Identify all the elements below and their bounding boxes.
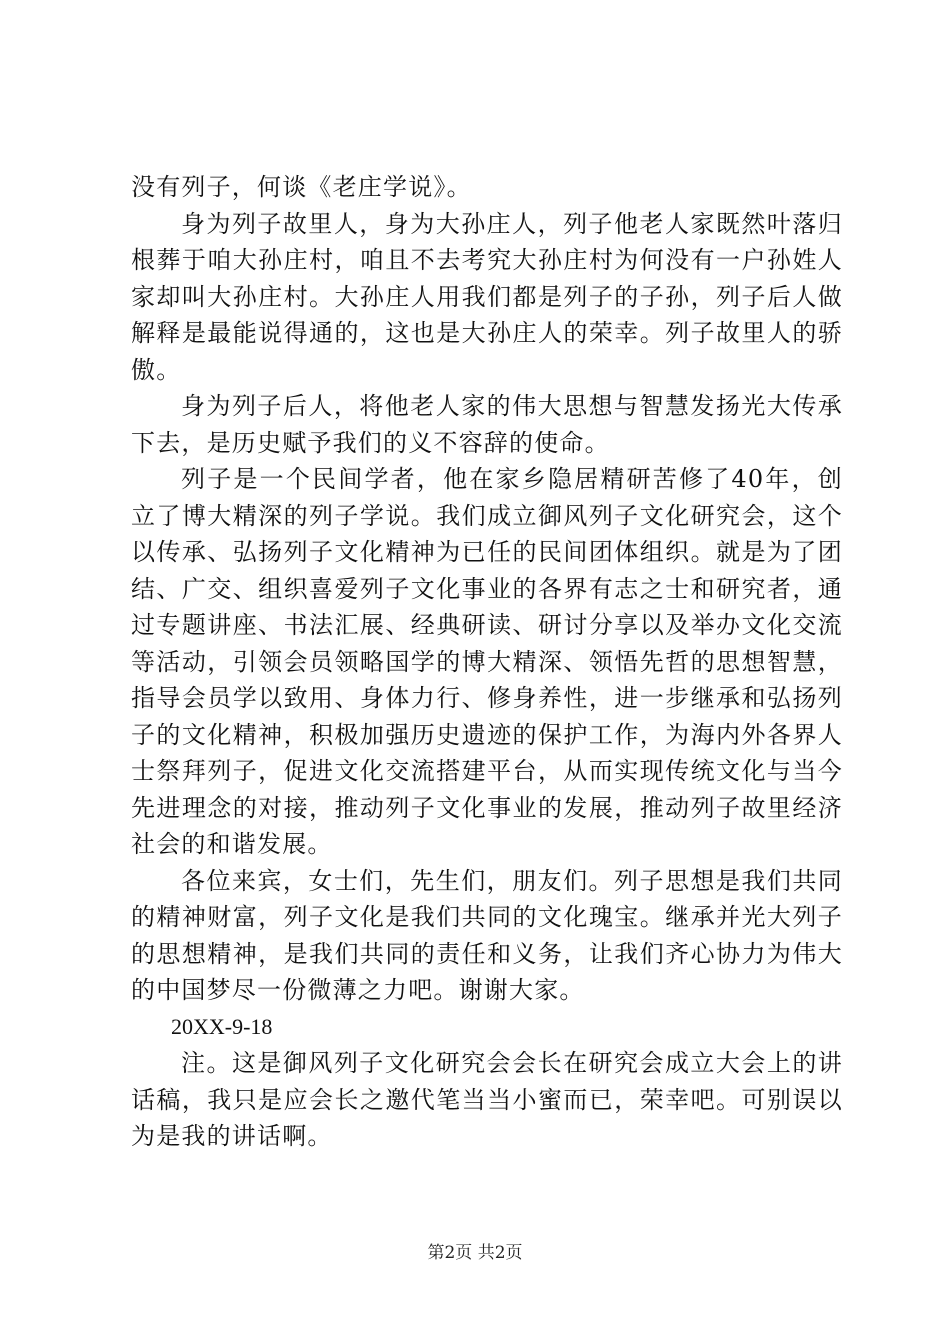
paragraph-4: 列子是一个民间学者，他在家乡隐居精研苦修了40年，创立了博大精深的列子学说。我们成立御风列子文化研究会，这个以传承、弘扬列子文化精神为已任的民间团体组织。就是为了团结、广交、组织喜爱列子文化事业的各界有志之士和研究者，通过专题讲座、书法汇展、经典研读、研讨分享以及举办文化交流等活动，引领会员领略国学的博大精深、领悟先哲的思想智慧，指导会员学以致用、身体力行、修身养性，进一步继承和弘扬列子的文化精神，积极加强历史遗迹的保护工作，为海内外各界人士祭拜列子，促进文化交流搭建平台，从而实现传统文化与当今先进理念的对接，推动列子文化事业的发展，推动列子故里经济社会的和谐发展。 xyxy=(131,465,843,858)
paragraph-2: 身为列子故里人，身为大孙庄人，列子他老人家既然叶落归根葬于咱大孙庄村，咱且不去考究大孙庄村为何没有一户孙姓人家却叫大孙庄村。大孙庄人用我们都是列子的子孙，列子后人做解释是最能说得通的，这也是大孙庄人的荣幸。列子故里人的骄傲。 xyxy=(131,209,843,384)
date-line: 20XX-9-18 xyxy=(171,1013,273,1039)
note-paragraph: 注。这是御风列子文化研究会会长在研究会成立大会上的讲话稿，我只是应会长之邀代笔当当小蜜而已，荣幸吧。可别误以为是我的讲话啊。 xyxy=(131,1049,843,1150)
paragraph-1: 没有列子，何谈《老庄学说》。 xyxy=(131,173,472,201)
document-body xyxy=(131,169,843,1155)
paragraph-3: 身为列子后人，将他老人家的伟大思想与智慧发扬光大传承下去，是历史赋予我们的义不容辞的使命。 xyxy=(131,392,843,457)
paragraph-5: 各位来宾，女士们，先生们，朋友们。列子思想是我们共同的精神财富，列子文化是我们共同的文化瑰宝。继承并光大列子的思想精神，是我们共同的责任和义务，让我们齐心协力为伟大的中国梦尽一份微薄之力吧。谢谢大家。 xyxy=(131,866,843,1004)
page-footer: 第2页 共2页 xyxy=(427,1243,523,1263)
